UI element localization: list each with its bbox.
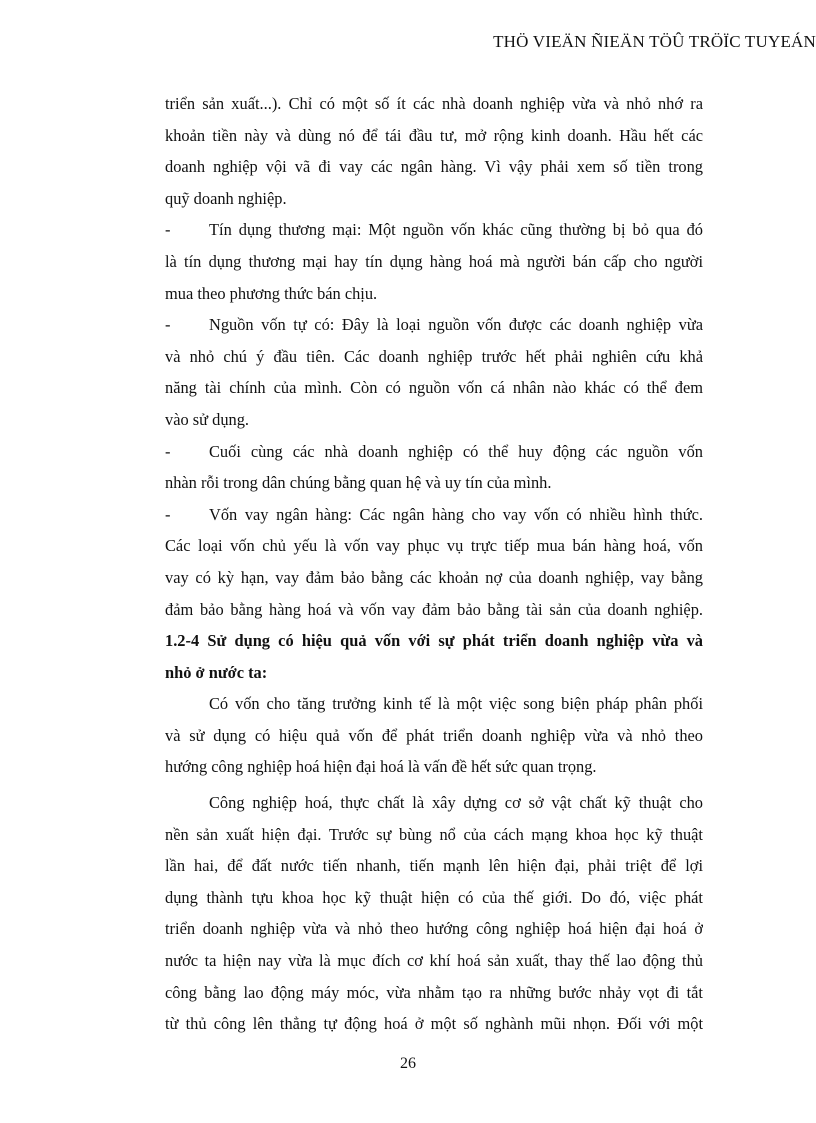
text-line: Tín dụng thương mại: Một nguồn vốn khác cũng thường bị bỏ qua đó bbox=[209, 220, 703, 240]
section-heading: nhỏ ở nước ta: bbox=[165, 662, 268, 682]
text-line: khoản tiền này và dùng nó để tái đầu tư, mở rộng kinh doanh. Hầu hết các bbox=[165, 125, 703, 145]
list-dash: - bbox=[165, 504, 171, 524]
text-line: lần hai, để đất nước tiến nhanh, tiến mạnh lên hiện đại, phải triệt để lợi bbox=[165, 856, 703, 876]
document-body bbox=[165, 88, 703, 1040]
list-item bbox=[165, 214, 703, 246]
list-item bbox=[165, 309, 703, 341]
text-line: nước ta hiện nay vừa là mục đích cơ khí hoá sản xuất, thay thế lao động thủ bbox=[165, 951, 703, 971]
text-line: nhàn rỗi trong dân chúng bằng quan hệ và uy tín của mình. bbox=[165, 473, 552, 493]
text-line: Các loại vốn chủ yếu là vốn vay phục vụ trực tiếp mua bán hàng hoá, vốn bbox=[165, 536, 703, 556]
text-line: là tín dụng thương mại hay tín dụng hàng hoá mà người bán cấp cho người bbox=[165, 251, 703, 271]
text-line: mua theo phương thức bán chịu. bbox=[165, 283, 378, 303]
text-line: vào sử dụng. bbox=[165, 409, 250, 429]
text-line: Có vốn cho tăng trưởng kinh tế là một việc song biện pháp phân phối bbox=[209, 694, 703, 714]
text-line: quỹ doanh nghiệp. bbox=[165, 188, 287, 208]
text-line: năng tài chính của mình. Còn có nguồn vốn cá nhân nào khác có thể đem bbox=[165, 378, 703, 398]
section-heading: 1.2-4 Sử dụng có hiệu quả vốn với sự phát triển doanh nghiệp vừa và bbox=[165, 631, 703, 651]
text-line: công bằng lao động máy móc, vừa nhằm tạo ra những bước nhảy vọt đi tắt bbox=[165, 982, 703, 1002]
text-line: Cuối cùng các nhà doanh nghiệp có thể huy động các nguồn vốn bbox=[209, 441, 703, 461]
list-dash: - bbox=[165, 441, 171, 461]
text-line: Nguồn vốn tự có: Đây là loại nguồn vốn được các doanh nghiệp vừa bbox=[209, 315, 703, 335]
text-line: triển sản xuất...). Chỉ có một số ít các nhà doanh nghiệp vừa và nhỏ nhớ ra bbox=[165, 94, 703, 113]
list-dash: - bbox=[165, 315, 171, 335]
list-item bbox=[165, 499, 703, 531]
text-line: nền sản xuất hiện đại. Trước sự bùng nổ của cách mạng khoa học kỹ thuật bbox=[165, 824, 703, 844]
text-line: đảm bảo bằng hàng hoá và vốn vay đảm bảo bằng tài sản của doanh nghiệp. bbox=[165, 599, 703, 619]
text-line: dụng thành tựu khoa học kỹ thuật hiện có của thế giới. Do đó, việc phát bbox=[165, 887, 703, 907]
list-dash: - bbox=[165, 220, 171, 240]
text-line: Vốn vay ngân hàng: Các ngân hàng cho vay vốn có nhiều hình thức. bbox=[209, 504, 703, 524]
text-line: Công nghiệp hoá, thực chất là xây dựng cơ sở vật chất kỹ thuật cho bbox=[209, 793, 703, 813]
paragraph-line bbox=[165, 688, 703, 720]
list-item bbox=[165, 436, 703, 468]
paragraph-line bbox=[165, 787, 703, 819]
text-line: triển doanh nghiệp vừa và nhỏ theo hướng công nghiệp hoá hiện đại hoá ở bbox=[165, 919, 703, 939]
page-header: THÖ VIEÄN ÑIEÄN TÖÛ TRÖÏC TUYEÁN bbox=[493, 32, 816, 51]
text-line: từ thủ công lên thẳng tự động hoá ở một số nghành mũi nhọn. Đối với một bbox=[165, 1014, 703, 1034]
text-line: và sử dụng có hiệu quả vốn để phát triển doanh nghiệp vừa và nhỏ theo bbox=[165, 725, 703, 745]
text-line: hướng công nghiệp hoá hiện đại hoá là vấn đề hết sức quan trọng. bbox=[165, 757, 597, 777]
text-line: vay có kỳ hạn, vay đảm bảo bằng các khoản nợ của doanh nghiệp, vay bằng bbox=[165, 567, 703, 587]
text-line: doanh nghiệp vội vã đi vay các ngân hàng. Vì vậy phải xem số tiền trong bbox=[165, 157, 703, 177]
page-number: 26 bbox=[400, 1055, 416, 1072]
text-line: và nhỏ chú ý đầu tiên. Các doanh nghiệp trước hết phải nghiên cứu khả bbox=[165, 346, 703, 366]
